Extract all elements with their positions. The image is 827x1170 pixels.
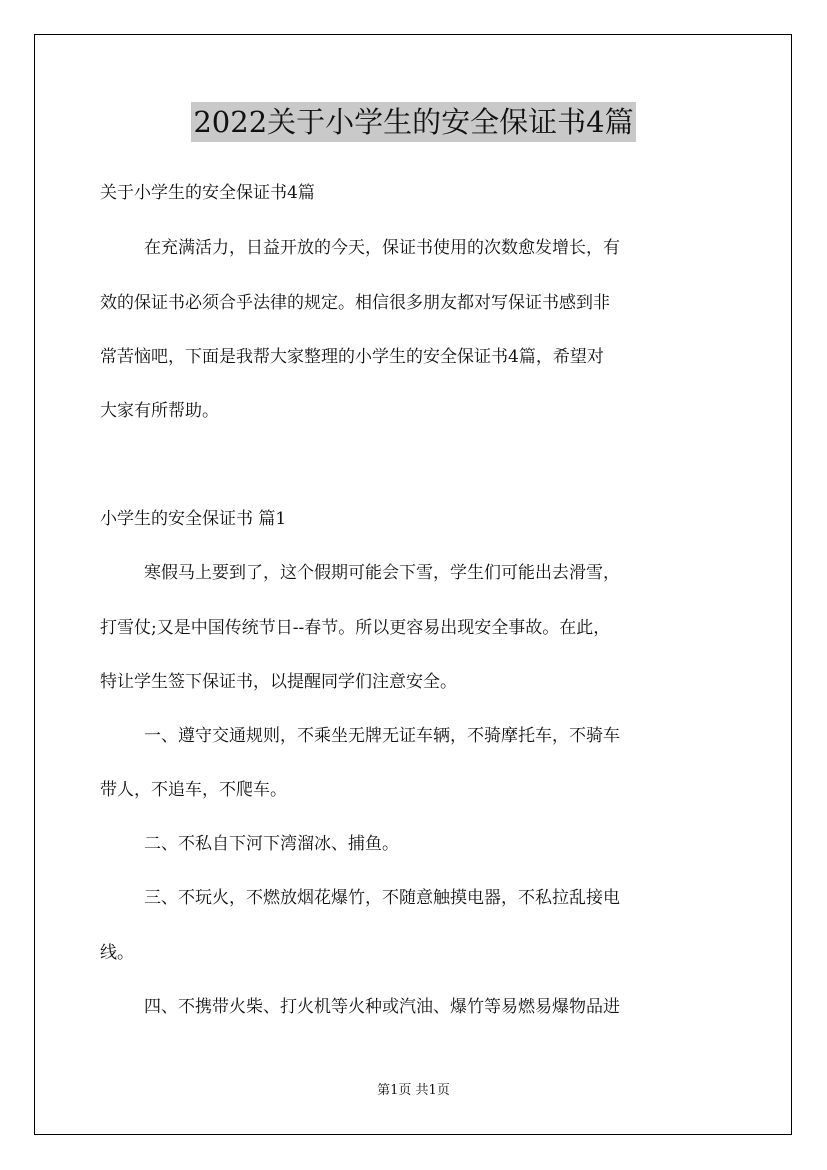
paragraph-line: 线。 bbox=[100, 943, 134, 963]
section-heading: 小学生的安全保证书 篇1 bbox=[100, 509, 287, 529]
paragraph-line: 带人，不追车，不爬车。 bbox=[100, 780, 287, 800]
document-title: 2022关于小学生的安全保证书4篇 bbox=[191, 102, 635, 142]
paragraph-line: 在充满活力，日益开放的今天，保证书使用的次数愈发增长，有 bbox=[144, 238, 620, 258]
paragraph-line: 效的保证书必须合乎法律的规定。相信很多朋友都对写保证书感到非 bbox=[100, 293, 610, 313]
paragraph-line: 常苦恼吧，下面是我帮大家整理的小学生的安全保证书4篇，希望对 bbox=[100, 347, 604, 367]
doc-subtitle: 关于小学生的安全保证书4篇 bbox=[100, 183, 315, 203]
paragraph-line: 三、不玩火，不燃放烟花爆竹，不随意触摸电器，不私拉乱接电 bbox=[144, 888, 620, 908]
title-container bbox=[0, 102, 827, 142]
paragraph-line: 二、不私自下河下湾溜冰、捕鱼。 bbox=[144, 834, 399, 854]
page-footer: 第1页 共1页 bbox=[377, 1083, 450, 1098]
paragraph-line: 寒假马上要到了，这个假期可能会下雪，学生们可能出去滑雪， bbox=[144, 563, 620, 583]
paragraph-line: 大家有所帮助。 bbox=[100, 401, 219, 421]
paragraph-line: 特让学生签下保证书，以提醒同学们注意安全。 bbox=[100, 672, 457, 692]
paragraph-line: 打雪仗;又是中国传统节日--春节。所以更容易出现安全事故。在此， bbox=[100, 618, 611, 638]
paragraph-line: 一、遵守交通规则，不乘坐无牌无证车辆，不骑摩托车，不骑车 bbox=[144, 726, 620, 746]
paragraph-line: 四、不携带火柴、打火机等火种或汽油、爆竹等易燃易爆物品进 bbox=[144, 997, 620, 1017]
